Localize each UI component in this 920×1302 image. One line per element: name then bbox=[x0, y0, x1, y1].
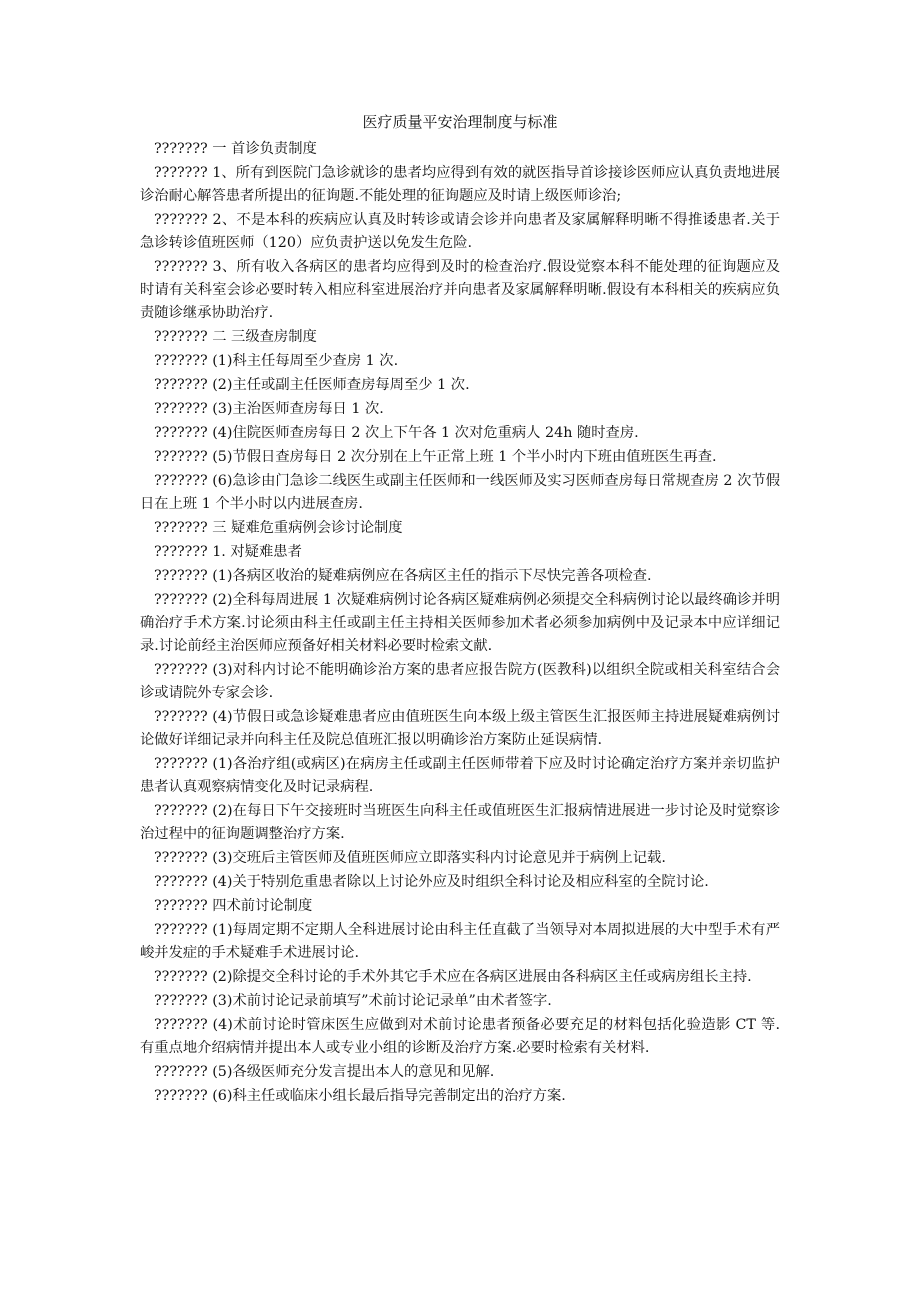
paragraph: ??????? (4)术前讨论时管床医生应做到对术前讨论患者预备必要充足的材料包括化验造影 CT 等.有重点地介绍病情并提出本人或专业小组的诊断及治疗方案.必要时检索有关材料. bbox=[140, 1017, 780, 1056]
paragraph: ??????? (1)各治疗组(或病区)在病房主任或副主任医师带着下应及时讨论确定治疗方案并亲切监护患者认真观察病情变化及时记录病程. bbox=[140, 756, 780, 795]
paragraph: ??????? (2)在每日下午交接班时当班医生向科主任或值班医生汇报病情进展进一步讨论及时觉察诊治过程中的征询题调整治疗方案. bbox=[140, 803, 780, 842]
paragraph: ??????? (1)各病区收治的疑难病例应在各病区主任的指示下尽快完善各项检查. bbox=[154, 568, 652, 584]
paragraph: ??????? (6)急诊由门急诊二线医生或副主任医师和一线医师及实习医师查房每日常规查房 2 次节假日在上班 1 个半小时以内进展查房. bbox=[140, 473, 780, 512]
paragraph: ??????? (2)全科每周进展 1 次疑难病例讨论各病区疑难病例必须提交全科病例讨论以最终确诊并明确治疗手术方案.讨论须由科主任或副主任主持相关医师参加术者必须参加病例中及记录本中应详细记录.讨论前经主治医师应预备好相关材料必要时检索文献. bbox=[140, 592, 780, 654]
paragraph: ??????? (2)除提交全科讨论的手术外其它手术应在各病区进展由各科病区主任或病房组长主持. bbox=[154, 969, 752, 985]
paragraph: ??????? (1)科主任每周至少查房 1 次. bbox=[154, 353, 399, 369]
paragraph: ??????? (3)交班后主管医师及值班医师应立即落实科内讨论意见并于病例上记载. bbox=[154, 850, 666, 866]
paragraph: ??????? (3)术前讨论记录前填写”术前讨论记录单”由术者签字. bbox=[154, 993, 552, 1009]
paragraph: ??????? 四术前讨论制度 bbox=[154, 898, 313, 914]
paragraph: ??????? (1)每周定期不定期人全科进展讨论由科主任直截了当领导对本周拟进展的大中型手术有严峻并发症的手术疑难手术进展讨论. bbox=[140, 922, 780, 961]
document-body bbox=[140, 138, 780, 1108]
paragraph: ??????? (4)关于特别危重患者除以上讨论外应及时组织全科讨论及相应科室的全院讨论. bbox=[154, 874, 709, 890]
paragraph: ??????? (3)对科内讨论不能明确诊治方案的患者应报告院方(医教科)以组织全院或相关科室结合会诊或请院外专家会诊. bbox=[140, 662, 780, 701]
paragraph: ??????? (5)节假日查房每日 2 次分别在上午正常上班 1 个半小时内下班由值班医生再查. bbox=[154, 449, 717, 465]
paragraph: ??????? 1. 对疑难患者 bbox=[154, 544, 302, 560]
paragraph: ??????? (3)主治医师查房每日 1 次. bbox=[154, 401, 384, 417]
paragraph: ??????? (4)住院医师查房每日 2 次上下午各 1 次对危重病人 24h 随时查房. bbox=[154, 425, 639, 441]
paragraph: ??????? 1、所有到医院门急诊就诊的患者均应得到有效的就医指导首诊接诊医师应认真负责地进展诊治耐心解答患者所提出的征询题.不能处理的征询题应及时请上级医师诊治; bbox=[140, 165, 780, 204]
paragraph: ??????? (5)各级医师充分发言提出本人的意见和见解. bbox=[154, 1064, 495, 1080]
paragraph: ??????? 二 三级查房制度 bbox=[154, 329, 317, 345]
paragraph: ??????? 三 疑难危重病例会诊讨论制度 bbox=[154, 520, 403, 536]
paragraph: ??????? 一 首诊负责制度 bbox=[154, 141, 317, 157]
paragraph: ??????? (6)科主任或临床小组长最后指导完善制定出的治疗方案. bbox=[154, 1088, 566, 1104]
paragraph: ??????? 2、不是本科的疾病应认真及时转诊或请会诊并向患者及家属解释明晰不得推诿患者.关于急诊转诊值班医师（120）应负责护送以免发生危险. bbox=[140, 212, 780, 251]
document-title: 医疗质量平安治理制度与标准 bbox=[362, 113, 558, 131]
paragraph: ??????? (2)主任或副主任医师查房每周至少 1 次. bbox=[154, 377, 470, 393]
paragraph: ??????? (4)节假日或急诊疑难患者应由值班医生向本级上级主管医生汇报医师主持进展疑难病例讨论做好详细记录并向科主任及院总值班汇报以明确诊治方案防止延误病情. bbox=[140, 709, 780, 748]
paragraph: ??????? 3、所有收入各病区的患者均应得到及时的检查治疗.假设觉察本科不能处理的征询题应及时请有关科室会诊必要时转入相应科室进展治疗并向患者及家属解释明晰.假设有本科相关的疾病应负责随诊继承协助治疗. bbox=[140, 259, 780, 321]
